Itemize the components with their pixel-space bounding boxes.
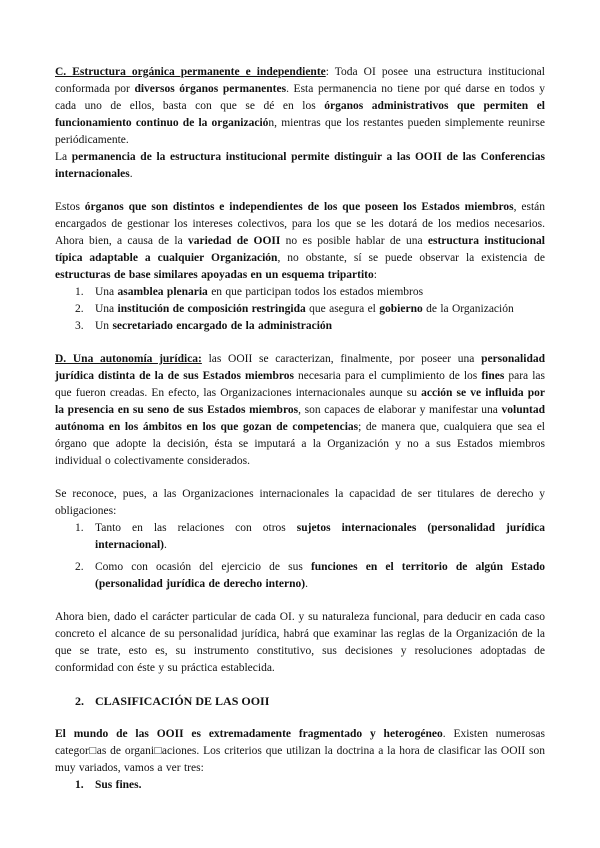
text-run: . [129,168,133,180]
text-run: permanencia de la estructura institucional permite distinguir a las OOII de las Conferencias internacionales [55,151,545,180]
text-run: variedad de OOII [187,235,281,247]
list-item-text [95,559,545,593]
list-item-asamblea [55,284,545,301]
list-item-text [95,318,545,335]
text-run: Tanto en las relaciones con otros [95,522,297,534]
list-marker: 1. [75,286,84,298]
text-run: acción se ve influida por la presencia en su seno de sus Estados miembros [55,387,545,416]
text-run: , no obstante, sí se puede observar la existencia de [277,252,545,264]
text-run: sujetos internacionales (personalidad jurídica internacional) [95,522,545,551]
text-run: que asegura el [305,303,380,315]
list-item-funciones-territorio [55,559,545,593]
paragraph-mundo-ooii [55,726,545,777]
text-run: : [373,269,377,281]
heading-number: 2. [75,694,84,708]
text-run: : Toda OI posee una estructura institucional conformada por [55,66,545,95]
text-run: Como con ocasión del ejercicio de sus [95,561,311,573]
section-heading-clasificacion [55,693,545,710]
text-run: . Esta permanencia no tiene por qué darse en todos y cada uno de ellos, basta con que se dé en los [55,83,545,112]
text-run: Estos [55,201,85,213]
text-run: funciones en el territorio de algún Estado (personalidad jurídica de derecho interno) [95,561,545,590]
text-run: . [164,539,167,551]
heading-text: CLASIFICACIÓN DE LAS OOII [95,694,270,708]
text-run: n, mientras que los restantes pueden simplemente reunirse periódicamente. [55,117,545,146]
list-item-sujetos-internacionales [55,520,545,554]
text-run: para las que fueron creadas. En efecto, las Organizaciones internacionales aunque su [55,370,545,399]
list-item-text [95,520,545,554]
text-run: institución de composición restringida [117,303,306,315]
text-run: Una [95,286,118,298]
list-marker: 2. [75,303,84,315]
text-run: La [55,151,72,163]
list-marker: 1. [75,522,84,534]
paragraph-organos-distintos [55,199,545,284]
text-run: las OOII se caracterizan, finalmente, por poseer una [201,353,482,365]
text-run: , son capaces de elaborar y manifestar una [298,404,502,416]
text-run: Sus fines. [95,779,142,791]
text-run: asamblea plenaria [117,286,208,298]
text-run: de la Organización [422,303,514,315]
text-run: Ahora bien, dado el carácter particular de cada OI. y su naturaleza funcional, para deducir en cada caso concreto el alcance de su personalidad jurídica, habrá que examinar las reglas de la Organización de la que se trate, esto es, su instrumento constitutivo, sus decisiones y resoluciones adoptadas de conformidad con éste y su práctica establecida. [55,611,545,674]
list-item-sus-fines [55,777,545,794]
text-run: no es posible hablar de una [280,235,428,247]
text-run: D. Una autonomía jurídica: [55,353,202,365]
text-run: estructura institucional típica adaptable a cualquier Organización [55,235,545,264]
text-run: órganos que son distintos e independientes de los que poseen los Estados miembros [84,201,514,213]
text-run: Una [95,303,118,315]
list-personalidad-juridica [55,520,545,593]
list-item-text [95,301,545,318]
text-run: diversos órganos permanentes [134,83,287,95]
paragraph-estructura-organica [55,64,545,149]
text-run: necesaria para el cumplimiento de los [293,370,482,382]
list-marker: 1. [75,779,84,791]
text-run: . Existen numerosas categor□as de organi□aciones. Los criterios que utilizan la doctrina a la hora de clasificar las OOII son muy variados, vamos a ver tres: [55,728,545,774]
text-run: Un [95,320,113,332]
text-run: El mundo de las OOII es extremadamente fragmentado y heterogéneo [55,728,443,740]
list-item-text [95,284,545,301]
list-marker: 3. [75,320,84,332]
list-item-secretariado [55,318,545,335]
paragraph-caracter-particular [55,609,545,677]
list-esquema-tripartito [55,284,545,335]
paragraph-se-reconoce [55,486,545,520]
text-run: en que participan todos los estados miembros [207,286,424,298]
text-run: voluntad autónoma en los ámbitos en los que gozan de competencias [55,404,545,433]
text-run: , están encargados de gestionar los intereses colectivos, para los que se les dotará de los medios necesarios. Ahora bien, a causa de la [55,201,545,247]
text-run: órganos administrativos que permiten el funcionamiento continuo de la organizació [55,100,545,129]
text-run: estructuras de base similares apoyadas en un esquema tripartito [55,269,374,281]
text-run: secretariado encargado de la administración [112,320,333,332]
list-item-institucion [55,301,545,318]
text-run: personalidad jurídica distinta de la de sus Estados miembros [55,353,545,382]
list-criterios-clasificacion [55,777,545,794]
paragraph-permanencia [55,149,545,183]
text-run: C. Estructura orgánica permanente e independiente [55,66,326,78]
list-marker: 2. [75,561,84,573]
text-run: ; de manera que, cualquiera que sea el órgano que adopte la decisión, ésta se imputará a la Organización y no a sus Estados miembros individual o colectivamente considerados. [55,421,546,467]
text-run: gobierno [379,303,423,315]
list-item-text [95,777,545,794]
text-run: Se reconoce, pues, a las Organizaciones internacionales la capacidad de ser titulares de derecho y obligaciones: [55,488,545,517]
text-run: . [305,578,308,590]
text-run: fines [481,370,505,382]
paragraph-autonomia-juridica [55,351,545,470]
